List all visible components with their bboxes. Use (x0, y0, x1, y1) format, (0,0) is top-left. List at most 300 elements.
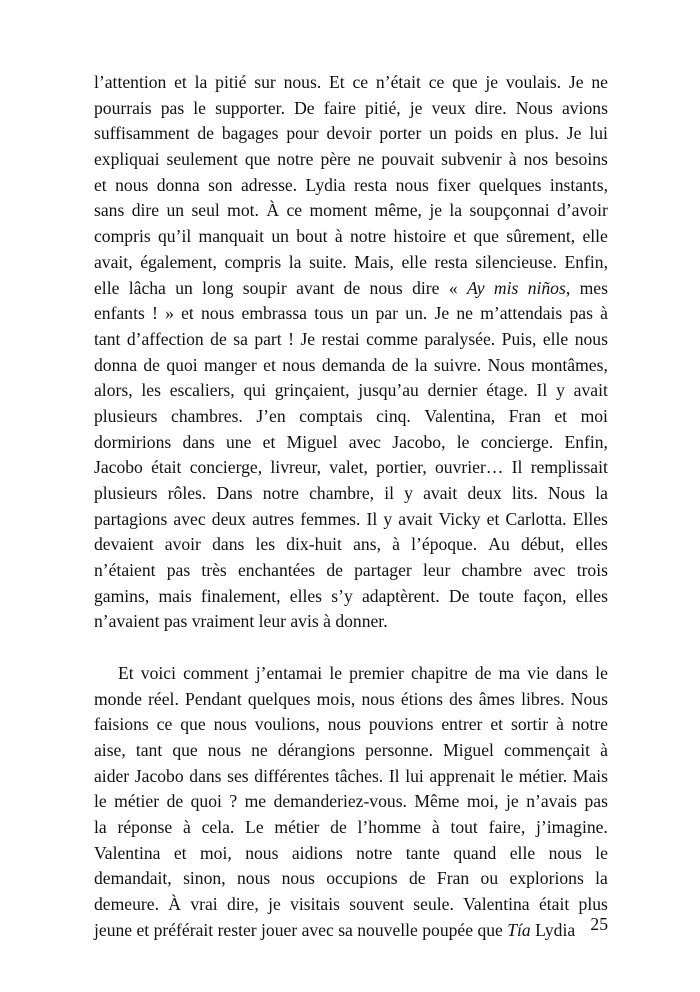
word: ce (352, 72, 369, 92)
word: Je (300, 328, 316, 349)
text-line (94, 121, 608, 147)
text-line (94, 481, 608, 507)
word: De (294, 97, 315, 118)
word: donna (94, 354, 137, 375)
word: dans (182, 431, 215, 452)
word: père (320, 149, 351, 170)
word: que (473, 226, 499, 247)
word: était (538, 894, 570, 914)
word: voici (140, 662, 176, 683)
word: poids (454, 123, 493, 144)
word: aidions (291, 842, 343, 863)
text-line (94, 918, 608, 944)
word: supporter. (215, 97, 285, 118)
word: n’avaient (94, 611, 160, 632)
text-line (94, 738, 608, 764)
word: tant (135, 739, 163, 760)
word: quoi (166, 354, 198, 375)
word: avec (348, 431, 381, 452)
word: Pendant (185, 688, 242, 709)
word: dire, (226, 894, 259, 914)
text-line (94, 301, 608, 327)
word: que (452, 72, 478, 92)
page-number: 25 (590, 914, 608, 934)
word: dire (412, 277, 440, 298)
word: un (429, 123, 447, 144)
word: seule. (413, 894, 454, 914)
word: et (94, 174, 107, 195)
text-line (94, 173, 608, 199)
word: chambres. (171, 405, 243, 426)
word: expliquai (94, 149, 160, 170)
text-line (94, 609, 608, 635)
word: moi, (200, 842, 232, 863)
word: bout (296, 226, 328, 247)
word: mais (158, 585, 192, 606)
word: silencieuse. (475, 251, 557, 272)
word: notre (277, 149, 314, 170)
word: valet, (329, 457, 368, 478)
word: une (226, 431, 252, 452)
word: notre (349, 226, 387, 247)
word: lui (589, 123, 608, 144)
word: à (431, 816, 440, 837)
word: et (173, 842, 187, 863)
word: porter (379, 123, 422, 144)
word: Il (388, 765, 400, 786)
word: avis (290, 611, 319, 632)
word: et (136, 919, 150, 940)
word: avec (173, 508, 206, 529)
word: vraiment (191, 611, 255, 632)
word: part (254, 328, 282, 349)
word: pour (286, 123, 319, 144)
word: pas (163, 611, 188, 632)
word: soupçonnai (469, 200, 550, 221)
word: avec (301, 919, 334, 940)
word: Vicky (438, 508, 481, 529)
word: avant (296, 277, 335, 298)
text-line (94, 455, 608, 481)
word: de (343, 277, 361, 298)
word: demanda (321, 354, 386, 375)
word: nous (115, 174, 149, 195)
word: adresse. (240, 174, 298, 195)
word: À (266, 200, 280, 221)
text-line (94, 841, 608, 867)
word: libres. (521, 688, 565, 709)
word: à (508, 149, 517, 170)
word: Il (536, 380, 548, 401)
word: à (556, 714, 564, 735)
word: que (172, 739, 198, 760)
text-line (94, 507, 608, 533)
word: elle (509, 842, 536, 863)
word: pitié (215, 72, 247, 92)
word: « (448, 277, 458, 298)
word: le (595, 842, 608, 863)
word: également, (140, 251, 217, 272)
word: notre (356, 842, 393, 863)
word: donna (156, 174, 200, 195)
word: aise, (94, 739, 126, 760)
word: De (448, 585, 470, 606)
word: le (456, 431, 470, 452)
word: étions (400, 688, 443, 709)
word: Valentina, (424, 405, 496, 426)
word: que (477, 919, 503, 940)
word: que (244, 149, 271, 170)
word: dans (212, 534, 245, 555)
word: je (485, 72, 499, 92)
word: le (500, 765, 514, 786)
word: elles (289, 585, 323, 606)
word: Il (511, 457, 523, 478)
word: Mais, (354, 251, 394, 272)
word: moi, (466, 791, 499, 812)
paragraph-2 (94, 661, 608, 944)
word: le (193, 97, 206, 118)
word: Mais (572, 765, 608, 786)
word: subvenir (441, 149, 502, 170)
word: Nous (570, 688, 608, 709)
text-line (94, 224, 608, 250)
word: et (263, 354, 276, 375)
word: mois, (316, 688, 356, 709)
word: Fran (436, 868, 470, 889)
word: demanderiez-vous. (273, 791, 407, 812)
word: faire, (488, 816, 526, 837)
text-line (94, 276, 608, 302)
word: un (350, 303, 369, 324)
word: restai (321, 328, 360, 349)
word: l’attention (94, 72, 167, 92)
word: nous (207, 739, 242, 760)
word: de (210, 328, 227, 349)
word: sa (233, 328, 248, 349)
word: quand (453, 842, 497, 863)
word: jouer (261, 919, 298, 940)
word: je (506, 791, 519, 812)
word: réponse (117, 816, 173, 837)
word: ne (456, 303, 473, 324)
word: il (384, 483, 394, 503)
text-line (94, 250, 608, 276)
word: ! (152, 303, 158, 324)
word: autres (252, 508, 295, 529)
word: m’attendais (480, 303, 563, 324)
word: des (449, 688, 473, 709)
word: seul (191, 200, 220, 221)
word: y (383, 508, 393, 529)
text-line (94, 404, 608, 430)
word: ans, (353, 534, 381, 555)
word: Le (245, 816, 264, 837)
word: concierge, (189, 457, 263, 478)
word: façon, (523, 585, 567, 606)
word: » (165, 303, 174, 324)
text-line (94, 147, 608, 173)
word: demeure. (94, 894, 159, 914)
word: que (180, 714, 206, 735)
word: de (391, 354, 409, 375)
word: dix-huit (286, 534, 342, 555)
word: elles (575, 534, 608, 555)
word: escaliers, (169, 380, 235, 401)
word: et (262, 431, 276, 452)
word: ne (357, 149, 375, 170)
word: lits. (511, 483, 538, 503)
word: dire (131, 200, 160, 221)
word: avec (533, 560, 566, 581)
word: sur (254, 72, 276, 92)
word: concierge. (480, 431, 554, 452)
word: les (255, 534, 276, 555)
word: vie (527, 662, 549, 683)
word: Nous (487, 354, 525, 375)
word: grinçaient, (274, 380, 350, 401)
word: tout (450, 816, 478, 837)
word: resta (434, 251, 468, 272)
word: et (453, 226, 467, 247)
word: de (408, 868, 426, 889)
word: bagages (221, 123, 279, 144)
word: embrassa (241, 303, 307, 324)
word: Carlotta. (505, 508, 567, 529)
word: besoins (555, 149, 608, 170)
word: enfants (94, 303, 145, 324)
word: de (166, 791, 184, 812)
word: pitié, (365, 97, 401, 118)
word: ce (156, 714, 173, 735)
word: Elles (572, 508, 608, 529)
word: rôles. (167, 483, 207, 503)
word: manquait (198, 226, 265, 247)
word: visitais (290, 894, 340, 914)
word: son (208, 174, 233, 195)
word: ! (288, 328, 294, 349)
word: sa (338, 919, 353, 940)
word: voulions, (254, 714, 320, 735)
word: la (194, 72, 208, 92)
word: métier (274, 816, 320, 837)
word: ne (251, 739, 268, 760)
word: j’imagine. (536, 816, 608, 837)
word: et (174, 72, 187, 92)
word: quelques (247, 688, 311, 709)
word: nous (201, 303, 235, 324)
word: nous (281, 868, 315, 889)
word: nos (523, 149, 549, 170)
text-line (94, 558, 608, 584)
text-line (94, 430, 608, 456)
word: préférait (153, 919, 214, 940)
word: tante (405, 842, 440, 863)
word: pas (166, 560, 191, 581)
word: avoir (164, 534, 201, 555)
word: Et (118, 662, 134, 683)
word: Tía (507, 919, 531, 940)
word: Puis, (501, 328, 537, 349)
word: jusqu’au (358, 380, 419, 401)
word: mot. (227, 200, 259, 221)
word: elle (401, 251, 427, 272)
word: un (175, 277, 193, 298)
word: Fran (508, 405, 541, 426)
word: Jacobo (94, 457, 143, 478)
word: avions (561, 97, 608, 118)
word: différentes (254, 765, 330, 786)
word: nous (548, 842, 582, 863)
word: mes (579, 277, 608, 298)
word: ce (428, 72, 445, 92)
word: l’époque. (411, 534, 478, 555)
word: fixer (437, 174, 471, 195)
word: rester (217, 919, 257, 940)
text-line (94, 353, 608, 379)
word: les (141, 380, 161, 401)
word: gamins, (94, 585, 150, 606)
word: souvent (349, 894, 404, 914)
word: la (449, 200, 463, 221)
word: Valentina (463, 894, 530, 914)
word: niños, (527, 277, 571, 298)
word: demandait, (94, 868, 172, 889)
word: et (554, 405, 568, 426)
word: Jacobo, (392, 431, 446, 452)
word: remplissait (530, 457, 608, 478)
word: un (166, 200, 185, 221)
word: occupions (326, 868, 398, 889)
word: Il (366, 508, 378, 529)
text-line (94, 327, 608, 353)
word: entrer (441, 714, 483, 735)
word: Miguel (443, 739, 494, 760)
word: la (414, 354, 428, 375)
word: ce (286, 200, 303, 221)
word: à (323, 611, 331, 632)
word: ne (591, 72, 608, 92)
word: elle (582, 226, 608, 247)
word: un. (405, 303, 428, 324)
word: aider (94, 765, 130, 786)
paragraph-1 (94, 70, 608, 635)
word: à (182, 816, 191, 837)
word: nous (213, 714, 247, 735)
word: leur (422, 560, 451, 581)
word: qu’il (158, 226, 192, 247)
word: d’affection (126, 328, 204, 349)
word: elles (575, 585, 608, 606)
word: faire (323, 97, 356, 118)
word: plusieurs (94, 483, 158, 503)
word: partager (354, 560, 412, 581)
word: chapitre (411, 662, 468, 683)
word: compris (94, 226, 151, 247)
word: et (486, 508, 500, 529)
word: un (271, 226, 289, 247)
word: était (151, 457, 182, 478)
word: toute (478, 585, 514, 606)
word: nouvelle (357, 919, 418, 940)
word: adaptèrent. (361, 585, 440, 606)
word: tant (94, 328, 121, 349)
word: Au (488, 534, 510, 555)
word: ? (229, 791, 238, 812)
word: par (375, 303, 399, 324)
word: pas (584, 791, 608, 812)
word: le (94, 791, 107, 812)
word: pouvait (381, 149, 435, 170)
word: suite. (309, 251, 347, 272)
word: Nous (547, 483, 586, 503)
word: nous (369, 277, 403, 298)
word: la (94, 816, 107, 837)
word: paralysée. (424, 328, 496, 349)
word: métier. (518, 765, 568, 786)
word: dans (555, 662, 589, 683)
word: À (168, 894, 181, 914)
word: Dans (216, 483, 253, 503)
word: montâmes, (531, 354, 608, 375)
word: âmes (478, 688, 515, 709)
text-line (94, 584, 608, 610)
word: nous (245, 842, 279, 863)
word: dormirions (94, 431, 172, 452)
word: à (600, 303, 608, 324)
word: comme (366, 328, 418, 349)
word: femmes. (300, 508, 361, 529)
word: y (556, 380, 565, 401)
word: Valentina (94, 842, 161, 863)
body-text (94, 70, 608, 943)
word: plus. (525, 123, 559, 144)
text-line (94, 712, 608, 738)
word: sûrement, (506, 226, 576, 247)
word: étage. (486, 380, 528, 401)
word: soupir (242, 277, 287, 298)
word: nous (395, 174, 429, 195)
word: à (600, 739, 608, 760)
word: Enfin, (564, 251, 608, 272)
text-line (94, 70, 608, 96)
word: je (409, 97, 423, 118)
word: plus (578, 894, 608, 914)
text-line (94, 892, 608, 918)
word: et (181, 303, 194, 324)
text-line (94, 198, 608, 224)
word: vrai (190, 894, 218, 914)
word: pourrais (94, 97, 152, 118)
word: l’homme (357, 816, 422, 837)
word: dire. (474, 97, 507, 118)
word: ses (227, 765, 249, 786)
word: Même (414, 791, 460, 812)
word: voulais. (505, 72, 562, 92)
word: nous (327, 714, 361, 735)
word: nous (574, 328, 608, 349)
word: tous (314, 303, 344, 324)
word: le (595, 662, 608, 683)
text-line (94, 96, 608, 122)
word: s’y (331, 585, 353, 606)
word: notre (571, 714, 608, 735)
word: devoir (326, 123, 372, 144)
word: partagions (94, 508, 168, 529)
word: seulement (166, 149, 238, 170)
word: elle (542, 328, 569, 349)
word: mis (493, 277, 519, 298)
